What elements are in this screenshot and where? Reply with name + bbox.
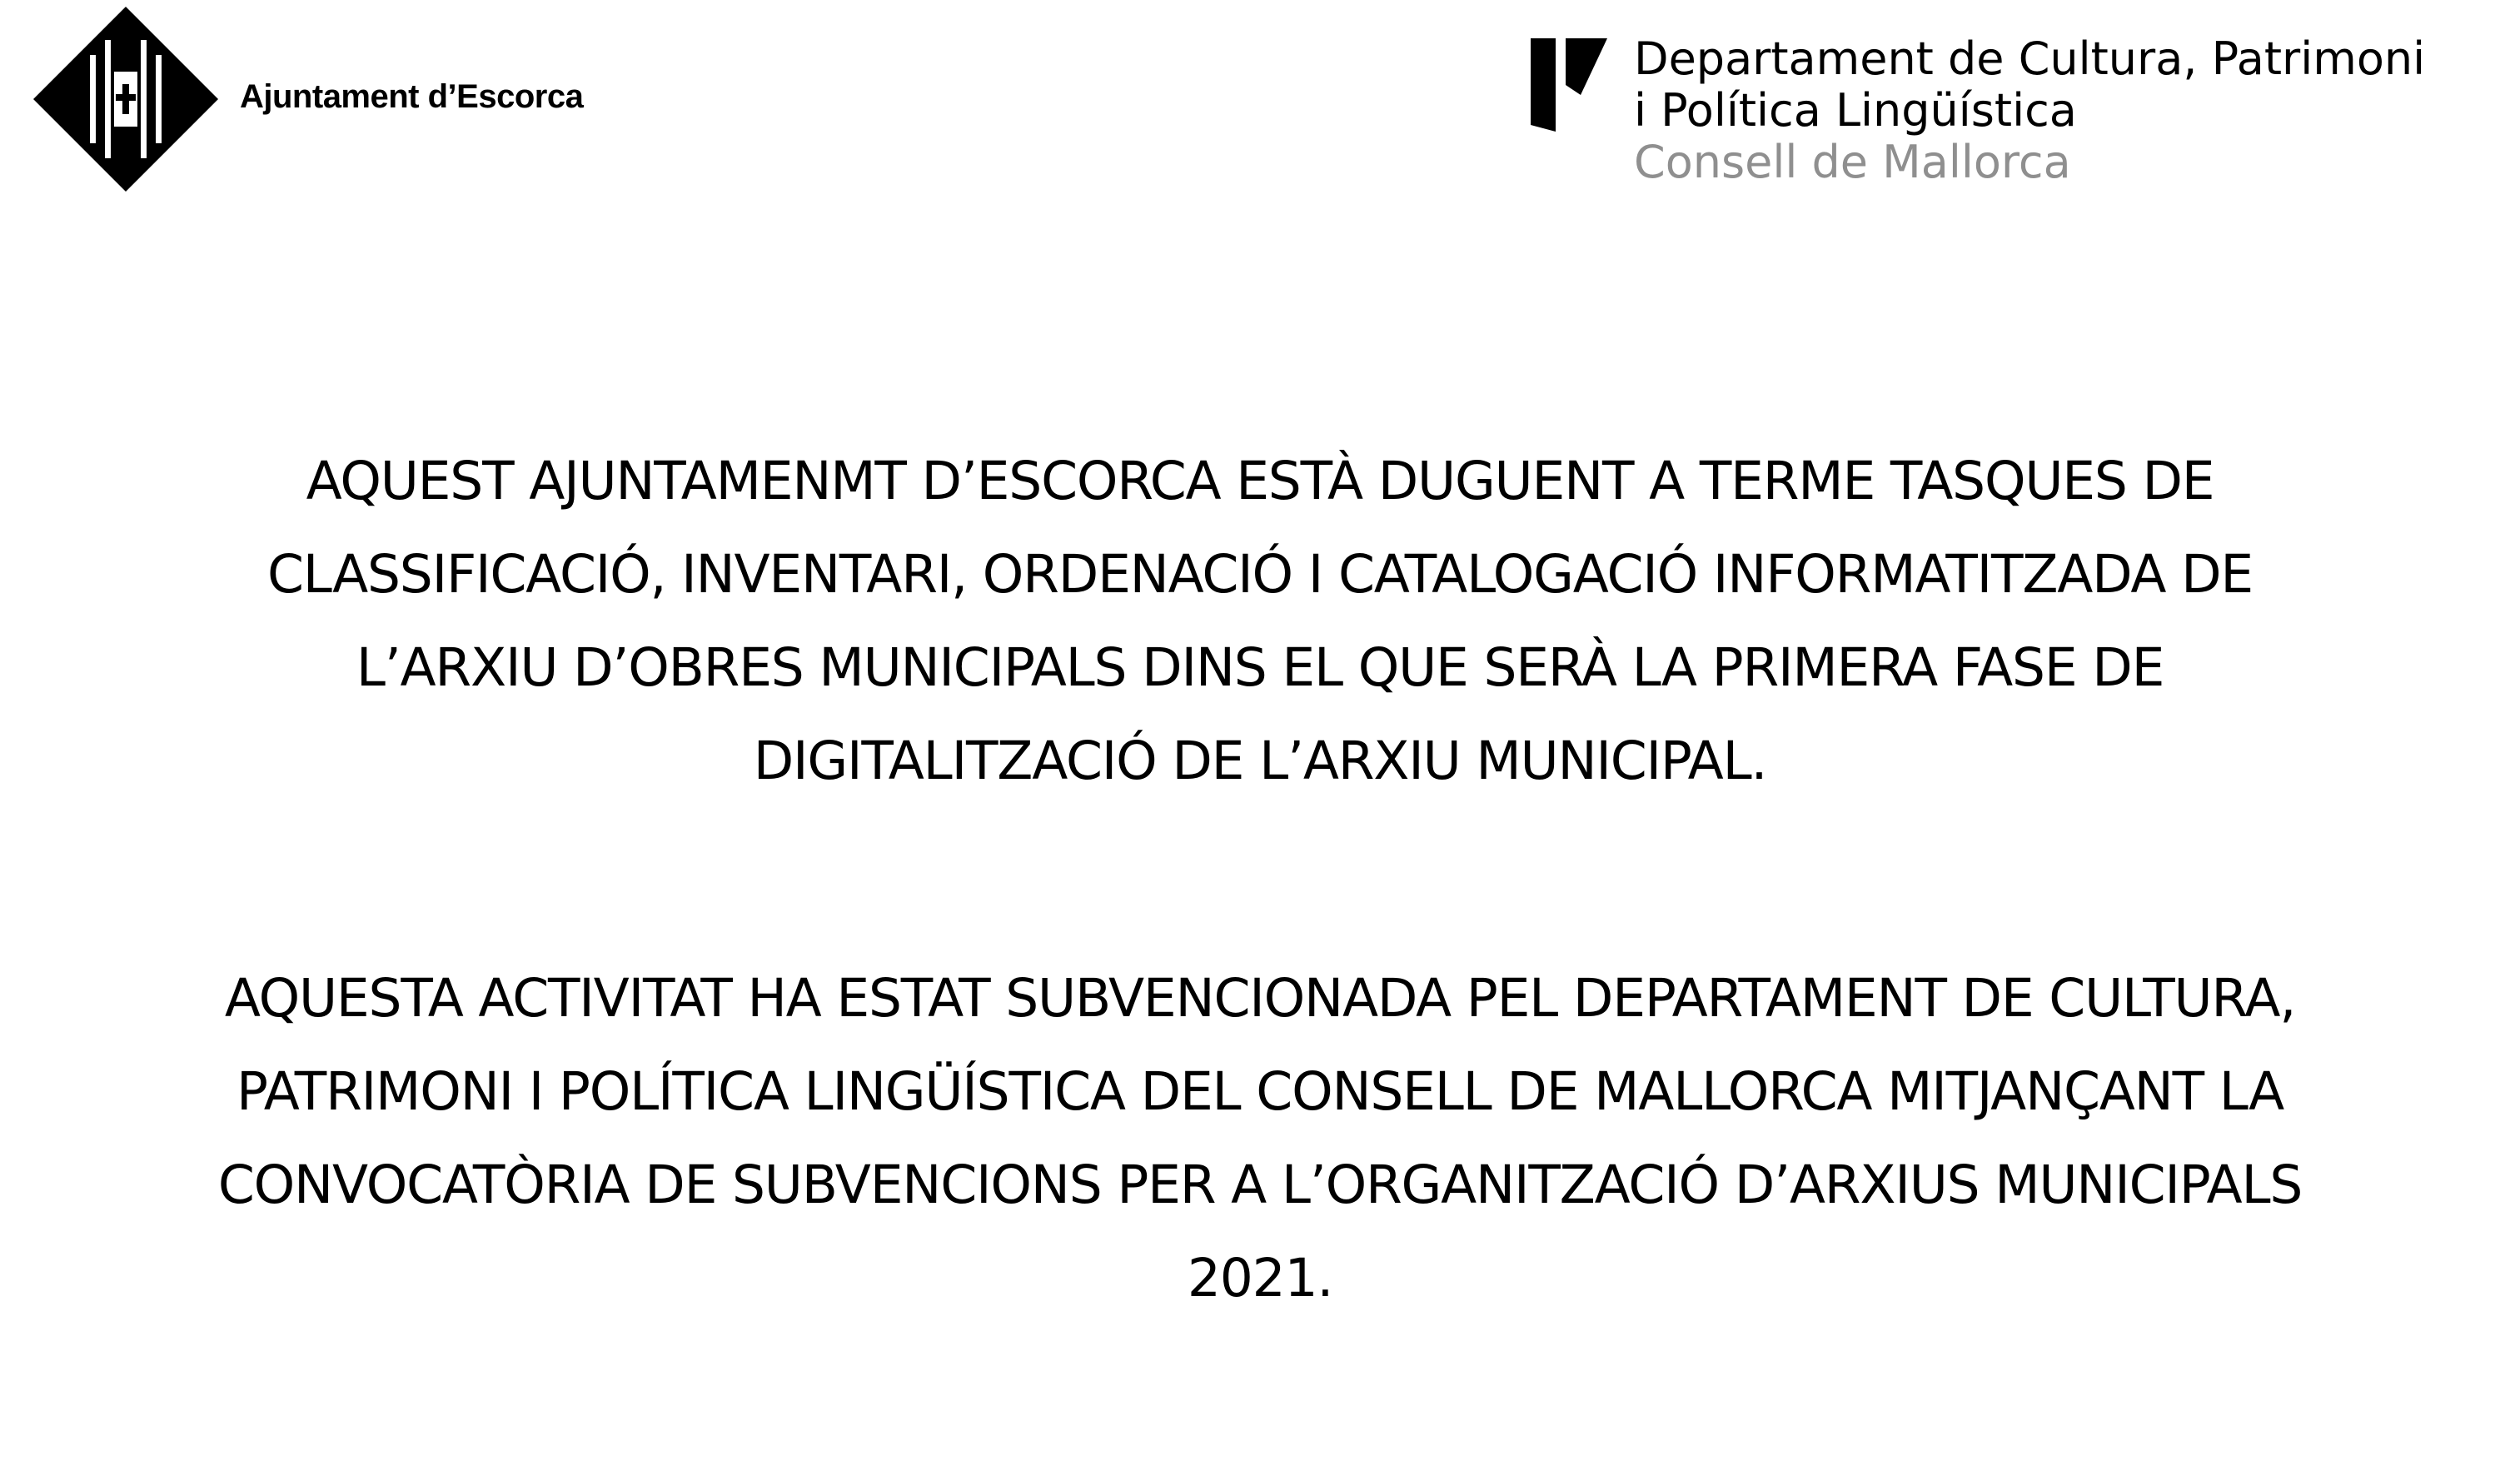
paragraph-line: CONVOCATÒRIA DE SUBVENCIONS PER A L’ORGANITZACIÓ D’ARXIUS MUNICIPALS — [217, 1154, 2303, 1215]
departament-name-line2: i Política Lingüística — [1634, 84, 2077, 137]
paragraph-line: AQUEST AJUNTAMENMT D’ESCORCA ESTÀ DUGUENT A TERME TASQUES DE — [306, 451, 2214, 511]
departament-name-line1: Departament de Cultura, Patrimoni — [1634, 32, 2426, 85]
departament-name — [1634, 33, 2425, 188]
announcement-paragraph-1 — [50, 435, 2470, 808]
paragraph-line: CLASSIFICACIÓ, INVENTARI, ORDENACIÓ I CATALOGACIÓ INFORMATITZADA DE — [266, 544, 2254, 605]
paragraph-line: L’ARXIU D’OBRES MUNICIPALS DINS EL QUE SERÀ LA PRIMERA FASE DE — [356, 637, 2164, 698]
ajuntament-escorca-name: Ajuntament d’Escorca — [240, 78, 584, 115]
escorca-coat-of-arms-icon — [30, 3, 222, 195]
departament-cultura-logo — [1531, 33, 2488, 200]
paragraph-line: PATRIMONI I POLÍTICA LINGÜÍSTICA DEL CONSELL DE MALLORCA MITJANÇANT LA — [237, 1061, 2283, 1122]
paragraph-line: AQUESTA ACTIVITAT HA ESTAT SUBVENCIONADA PEL DEPARTAMENT DE CULTURA, — [224, 968, 2296, 1029]
announcement-paragraph-2 — [50, 952, 2470, 1325]
consell-mallorca-mark-icon — [1531, 38, 1614, 132]
paragraph-line: DIGITALITZACIÓ DE L’ARXIU MUNICIPAL. — [753, 731, 1767, 791]
ajuntament-escorca-logo — [30, 3, 613, 195]
paragraph-line: 2021. — [1187, 1248, 1333, 1309]
consell-mallorca-name: Consell de Mallorca — [1634, 136, 2071, 188]
